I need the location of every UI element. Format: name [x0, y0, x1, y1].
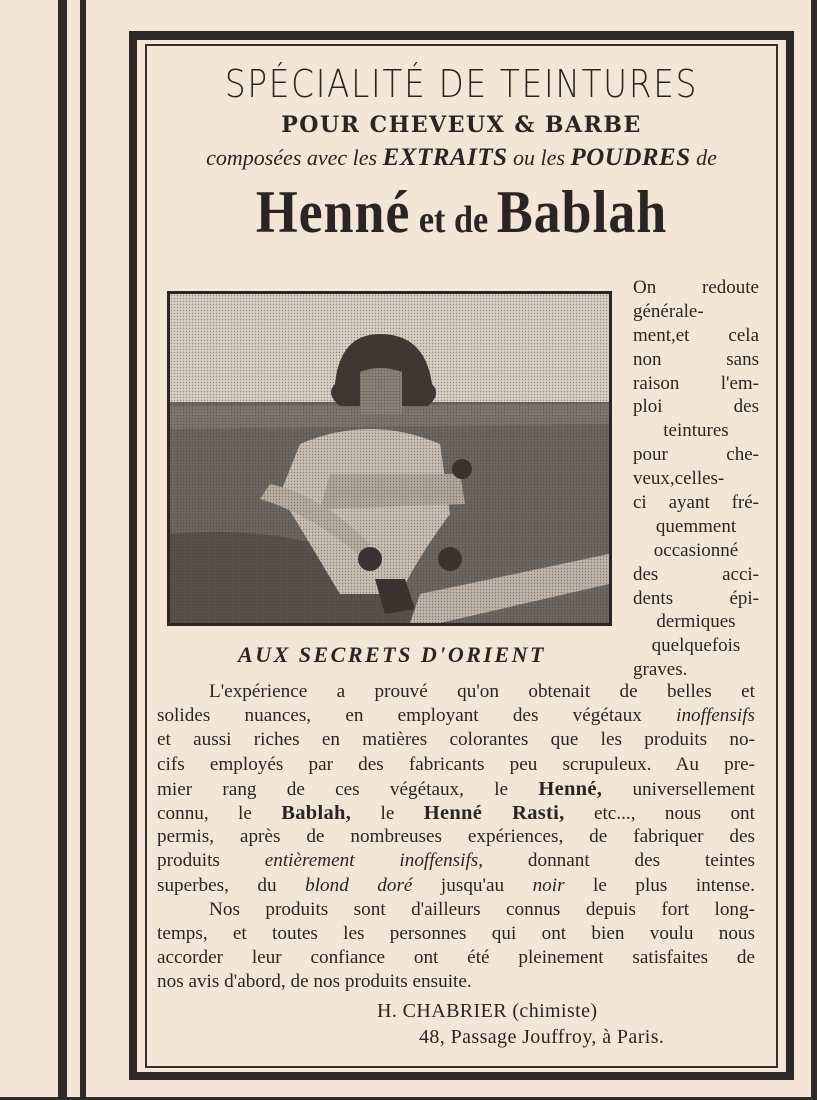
ad-caption: AUX SECRETS D'ORIENT: [238, 642, 546, 667]
body-bold-bablah: Bablah,: [281, 801, 352, 824]
side-line: raison l'em-: [633, 372, 759, 394]
body-text: connu, le: [157, 802, 282, 824]
side-line: générale-: [633, 300, 704, 322]
side-line: teintures: [663, 420, 729, 442]
side-line: On redoute: [633, 277, 759, 298]
body-text: superbes, du: [157, 874, 306, 896]
body-line: cifs employés par des fabricants peu scrupuleux. Au pre-: [157, 753, 755, 775]
body-bold-henne-rasti: Henné Rasti,: [423, 801, 565, 824]
side-line: ploi des: [633, 396, 759, 418]
body-emphasis: inoffensifs: [676, 705, 755, 727]
body-line: accorder leur confiance ont été pleinement satisfaites de: [157, 947, 755, 969]
body-emphasis: blond doré: [305, 874, 413, 896]
body-line: L'expérience a prouvé qu'on obtenait de belles et: [209, 681, 755, 702]
subtitle-extraits: EXTRAITS: [382, 144, 508, 171]
headline-et-de: et de: [410, 199, 497, 241]
body-text: le: [351, 802, 424, 824]
body-text: etc..., nous ont: [564, 802, 755, 824]
ad-title-specialite: SPÉCIALITÉ DE TEINTURES: [224, 62, 699, 106]
side-line: quemment: [655, 515, 737, 537]
page-column-rule-left: [58, 0, 67, 1100]
signature-address: 48, Passage Jouffroy, à Paris.: [419, 1026, 665, 1048]
side-column-text: [633, 276, 759, 682]
advertisement: [147, 46, 776, 1066]
side-line: quelquefois: [651, 635, 741, 657]
body-line: permis, après de nombreuses expériences, de fabriquer des: [157, 826, 755, 848]
headline-henne: Henné: [255, 179, 411, 245]
body-line: [157, 874, 755, 898]
side-line: ment,et cela: [633, 324, 759, 346]
body-text: mier rang de ces végétaux, le: [157, 778, 539, 800]
body-line: nos avis d'abord, de nos produits ensuite.: [157, 971, 472, 993]
body-line: [157, 849, 755, 873]
ad-headline: [178, 178, 744, 247]
sphinx-illustration-icon: [170, 294, 609, 623]
body-text: produits: [157, 850, 265, 872]
body-text: universellement: [602, 778, 756, 800]
subtitle-poudres: POUDRES: [570, 144, 691, 171]
side-line: pour che-: [633, 444, 759, 466]
body-text: jusqu'au: [412, 874, 533, 896]
signature-block: [377, 998, 664, 1050]
body-line: [157, 777, 755, 801]
body-line: [157, 801, 755, 825]
body-text: solides nuances, en employant des végétaux: [157, 705, 677, 727]
body-text: , donnant des teintes: [478, 850, 755, 872]
subtitle-text: de: [690, 145, 717, 170]
side-line: ci ayant fré-: [633, 492, 759, 514]
body-emphasis: entièrement inoffensifs: [264, 850, 479, 872]
body-bold-henne: Henné,: [538, 777, 603, 800]
ad-subtitle-cheveux-barbe: POUR CHEVEUX & BARBE: [281, 112, 642, 138]
side-line: veux,celles-: [633, 468, 725, 490]
subtitle-text: composées avec les: [206, 145, 383, 170]
body-emphasis: noir: [532, 874, 565, 896]
side-line: non sans: [633, 348, 759, 370]
body-line: Nos produits sont d'ailleurs connus depuis fort long-: [209, 898, 755, 920]
body-line: [157, 704, 755, 728]
side-line: graves.: [633, 659, 688, 681]
side-line: occasionné: [653, 539, 739, 561]
signature-name: H. CHABRIER (chimiste): [377, 1000, 598, 1022]
side-line: dents épi-: [633, 587, 759, 609]
body-text: le plus intense.: [564, 874, 755, 896]
headline-bablah: Bablah: [496, 179, 668, 245]
body-line: et aussi riches en matières colorantes que les produits no-: [157, 729, 755, 751]
ad-subtitle-composees: [147, 144, 776, 172]
subtitle-text: ou les: [507, 145, 571, 170]
body-paragraphs: [157, 680, 755, 994]
body-line: temps, et toutes les personnes qui ont bien voulu nous: [157, 922, 755, 944]
page-column-rule-left-thin: [80, 0, 86, 1100]
side-line: des acci-: [633, 563, 759, 585]
sphinx-photo: [167, 291, 612, 626]
page-column-rule-right: [811, 0, 817, 1100]
side-line: dermiques: [656, 611, 736, 633]
